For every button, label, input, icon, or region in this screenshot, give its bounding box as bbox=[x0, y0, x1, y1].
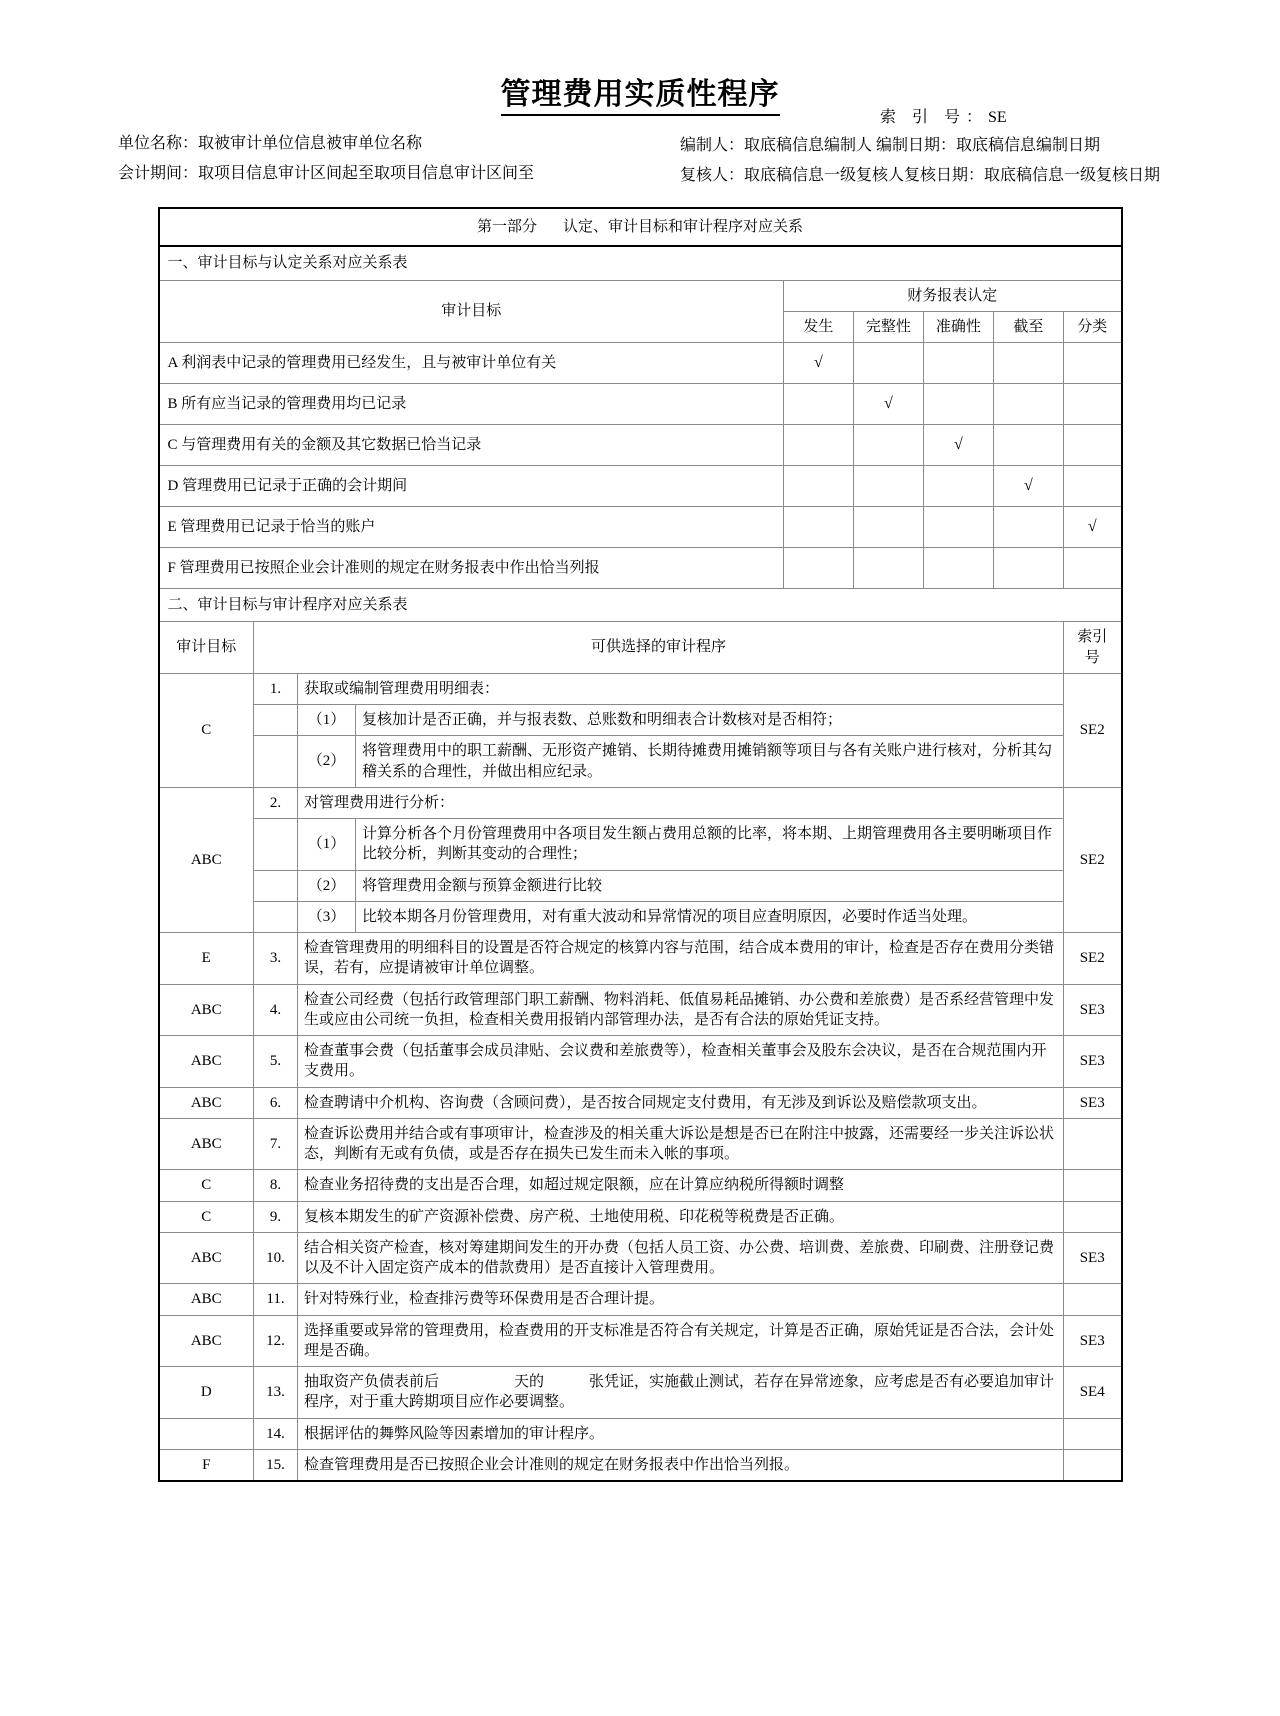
procedure-goal-cell: C bbox=[159, 1170, 254, 1201]
assertion-goal-text: B 所有应当记录的管理费用均已记录 bbox=[159, 384, 784, 425]
index-number-value: SE bbox=[988, 109, 1007, 126]
part-one-title-row bbox=[159, 208, 1122, 246]
assertion-col-4: 分类 bbox=[1063, 311, 1121, 342]
assertion-row bbox=[159, 548, 1122, 589]
procedure-row bbox=[159, 901, 1122, 932]
procedure-goal-cell: ABC bbox=[159, 984, 254, 1036]
procedure-number-cell: 4. bbox=[254, 984, 298, 1036]
index-number-row bbox=[680, 105, 1200, 131]
procedure-goal-cell: ABC bbox=[159, 787, 254, 932]
procedure-number-cell: 13. bbox=[254, 1367, 298, 1419]
unit-name-value: 取被审计单位信息被审单位名称 bbox=[198, 135, 423, 152]
assertion-col-2: 准确性 bbox=[923, 311, 993, 342]
procedure-index-cell: SE3 bbox=[1063, 1315, 1121, 1367]
assertion-header-row-1 bbox=[159, 280, 1122, 311]
assertion-row bbox=[159, 507, 1122, 548]
assertion-row bbox=[159, 384, 1122, 425]
assertion-mark-cell[interactable] bbox=[853, 548, 923, 589]
procedure-row bbox=[159, 933, 1122, 985]
review-date-label: 复核日期： bbox=[904, 167, 985, 184]
procedure-number-cell bbox=[254, 705, 298, 736]
procedure-number-cell: 2. bbox=[254, 787, 298, 818]
procedure-row bbox=[159, 736, 1122, 788]
procedure-row bbox=[159, 673, 1122, 704]
procedure-row bbox=[159, 1449, 1122, 1481]
assertion-mark-cell[interactable] bbox=[1063, 507, 1121, 548]
preparer-row bbox=[680, 131, 1200, 161]
audit-main-table bbox=[158, 207, 1123, 1482]
procedure-index-cell: SE3 bbox=[1063, 1232, 1121, 1284]
procedure-text-cell: 复核本期发生的矿产资源补偿费、房产税、土地使用税、印花税等税费是否正确。 bbox=[298, 1201, 1064, 1232]
assertion-mark-cell[interactable] bbox=[993, 466, 1063, 507]
reviewer-label: 复核人： bbox=[680, 167, 745, 184]
check-icon: √ bbox=[814, 353, 823, 371]
procedure-list-header: 可供选择的审计程序 bbox=[254, 622, 1064, 674]
check-icon: √ bbox=[954, 435, 963, 453]
procedure-goal-cell: F bbox=[159, 1449, 254, 1481]
procedure-index-cell: SE4 bbox=[1063, 1367, 1121, 1419]
procedure-number-cell: 14. bbox=[254, 1418, 298, 1449]
assertion-mark-cell[interactable] bbox=[993, 548, 1063, 589]
assertion-mark-cell[interactable] bbox=[923, 466, 993, 507]
procedure-goal-cell: ABC bbox=[159, 1232, 254, 1284]
check-icon: √ bbox=[1024, 476, 1033, 494]
assertion-mark-cell[interactable] bbox=[853, 343, 923, 384]
procedure-text-cell: 抽取资产负债表前后 天的 张凭证，实施截止测试，若存在异常迹象，应考虑是否有必要追加审计程序，对于重大跨期项目应作必要调整。 bbox=[298, 1367, 1064, 1419]
procedure-row bbox=[159, 1284, 1122, 1315]
procedure-number-cell bbox=[254, 736, 298, 788]
procedure-index-cell: SE2 bbox=[1063, 787, 1121, 932]
procedure-number-cell: 1. bbox=[254, 673, 298, 704]
procedure-number-cell: 8. bbox=[254, 1170, 298, 1201]
procedure-row bbox=[159, 1118, 1122, 1170]
assertion-mark-cell[interactable] bbox=[1063, 343, 1121, 384]
preparer-value: 取底稿信息编制人 bbox=[744, 137, 873, 154]
procedure-index-cell bbox=[1063, 1449, 1121, 1481]
preparer-label: 编制人： bbox=[680, 137, 745, 154]
procedure-row bbox=[159, 984, 1122, 1036]
procedure-index-cell: SE3 bbox=[1063, 1087, 1121, 1118]
procedure-number-cell: 12. bbox=[254, 1315, 298, 1367]
header-right-block bbox=[680, 105, 1200, 191]
procedure-row bbox=[159, 1418, 1122, 1449]
assertion-mark-cell[interactable] bbox=[853, 425, 923, 466]
check-icon: √ bbox=[1087, 517, 1097, 535]
procedure-goal-cell: ABC bbox=[159, 1284, 254, 1315]
period-label: 会计期间： bbox=[118, 165, 199, 182]
procedure-number-cell: 15. bbox=[254, 1449, 298, 1481]
assertion-mark-cell[interactable] bbox=[923, 425, 993, 466]
part-one-title-text: 认定、审计目标和审计程序对应关系 bbox=[563, 219, 804, 235]
document-header bbox=[0, 109, 1280, 207]
procedure-subnumber-cell: （2） bbox=[298, 870, 356, 901]
procedure-row bbox=[159, 1087, 1122, 1118]
procedure-row bbox=[159, 1232, 1122, 1284]
procedure-number-cell: 6. bbox=[254, 1087, 298, 1118]
assertion-mark-cell[interactable] bbox=[923, 384, 993, 425]
assertion-goal-text: F 管理费用已按照企业会计准则的规定在财务报表中作出恰当列报 bbox=[159, 548, 784, 589]
procedure-text-cell: 结合相关资产检查，核对筹建期间发生的开办费（包括人员工资、办公费、培训费、差旅费、印刷费、注册登记费以及不计入固定资产成本的借款费用）是否直接计入管理费用。 bbox=[298, 1232, 1064, 1284]
procedure-row bbox=[159, 705, 1122, 736]
procedure-goal-cell: ABC bbox=[159, 1036, 254, 1088]
assertion-goal-text: C 与管理费用有关的金额及其它数据已恰当记录 bbox=[159, 425, 784, 466]
assertion-col-1: 完整性 bbox=[853, 311, 923, 342]
assertion-row bbox=[159, 466, 1122, 507]
assertion-col-3: 截至 bbox=[993, 311, 1063, 342]
procedure-text-cell: 针对特殊行业，检查排污费等环保费用是否合理计提。 bbox=[298, 1284, 1064, 1315]
assertion-mark-cell[interactable] bbox=[923, 507, 993, 548]
review-date-value: 取底稿信息一级复核日期 bbox=[984, 167, 1161, 184]
section-two-heading-row bbox=[159, 589, 1122, 622]
procedure-text-cell: 获取或编制管理费用明细表： bbox=[298, 673, 1064, 704]
procedure-text-cell: 检查管理费用的明细科目的设置是否符合规定的核算内容与范围，结合成本费用的审计，检查是否存在费用分类错误，若有，应提请被审计单位调整。 bbox=[298, 933, 1064, 985]
assertion-mark-cell[interactable] bbox=[853, 384, 923, 425]
procedure-rows-body bbox=[159, 673, 1122, 1481]
assertion-mark-cell[interactable] bbox=[1063, 548, 1121, 589]
procedure-text-cell: 对管理费用进行分析： bbox=[298, 787, 1064, 818]
assertion-goal-text: E 管理费用已记录于恰当的账户 bbox=[159, 507, 784, 548]
reviewer-row bbox=[680, 161, 1200, 191]
procedure-goal-cell: E bbox=[159, 933, 254, 985]
prepare-date-label: 编制日期： bbox=[876, 137, 957, 154]
part-one-title bbox=[159, 208, 1122, 246]
procedure-header-row bbox=[159, 622, 1122, 674]
procedure-goal-cell: C bbox=[159, 673, 254, 787]
assertion-goal-text: D 管理费用已记录于正确的会计期间 bbox=[159, 466, 784, 507]
assertion-mark-cell[interactable] bbox=[993, 343, 1063, 384]
assertion-rows-body bbox=[159, 343, 1122, 589]
assertion-mark-cell[interactable] bbox=[783, 343, 853, 384]
procedure-subnumber-cell: （1） bbox=[298, 819, 356, 871]
procedure-row bbox=[159, 870, 1122, 901]
assertion-goal-header: 审计目标 bbox=[159, 280, 784, 343]
procedure-number-cell bbox=[254, 870, 298, 901]
procedure-text-cell: 选择重要或异常的管理费用，检查费用的开支标准是否符合有关规定，计算是否正确，原始凭证是否合法，会计处理是否确。 bbox=[298, 1315, 1064, 1367]
procedure-goal-cell: ABC bbox=[159, 1087, 254, 1118]
assertion-mark-cell[interactable] bbox=[1063, 466, 1121, 507]
unit-name-row bbox=[118, 129, 638, 159]
procedure-row bbox=[159, 1036, 1122, 1088]
procedure-goal-cell: ABC bbox=[159, 1315, 254, 1367]
procedure-index-header: 索引号 bbox=[1063, 622, 1121, 674]
assertion-mark-cell[interactable] bbox=[1063, 384, 1121, 425]
assertion-mark-cell[interactable] bbox=[993, 425, 1063, 466]
period-row bbox=[118, 159, 638, 189]
prepare-date-value: 取底稿信息编制日期 bbox=[956, 137, 1101, 154]
assertion-goal-text: A 利润表中记录的管理费用已经发生，且与被审计单位有关 bbox=[159, 343, 784, 384]
assertion-mark-cell[interactable] bbox=[853, 466, 923, 507]
procedure-text-cell: 检查诉讼费用并结合或有事项审计，检查涉及的相关重大诉讼是想是否已在附注中披露，还需要经一步关注诉讼状态，判断有无或有负债，或是否存在损失已发生而未入帐的事项。 bbox=[298, 1118, 1064, 1170]
procedure-goal-cell: C bbox=[159, 1201, 254, 1232]
section-one-heading: 一、审计目标与认定关系对应关系表 bbox=[159, 246, 1122, 280]
assertion-mark-cell[interactable] bbox=[783, 384, 853, 425]
procedure-text-cell: 检查管理费用是否已按照企业会计准则的规定在财务报表中作出恰当列报。 bbox=[298, 1449, 1064, 1481]
procedure-row bbox=[159, 1170, 1122, 1201]
assertion-mark-cell[interactable] bbox=[853, 507, 923, 548]
procedure-text-cell: 检查业务招待费的支出是否合理，如超过规定限额，应在计算应纳税所得额时调整 bbox=[298, 1170, 1064, 1201]
procedure-subnumber-cell: （2） bbox=[298, 736, 356, 788]
assertion-mark-cell[interactable] bbox=[923, 548, 993, 589]
procedure-index-cell bbox=[1063, 1118, 1121, 1170]
procedure-number-cell: 10. bbox=[254, 1232, 298, 1284]
assertion-mark-cell[interactable] bbox=[783, 425, 853, 466]
procedure-index-cell bbox=[1063, 1201, 1121, 1232]
page-title bbox=[0, 0, 1280, 111]
procedure-row bbox=[159, 819, 1122, 871]
assertion-mark-cell[interactable] bbox=[783, 507, 853, 548]
header-left-block bbox=[118, 129, 638, 189]
procedure-row bbox=[159, 1201, 1122, 1232]
procedure-number-cell: 9. bbox=[254, 1201, 298, 1232]
procedure-index-cell: SE3 bbox=[1063, 984, 1121, 1036]
procedure-index-cell bbox=[1063, 1418, 1121, 1449]
page-title-text: 管理费用实质性程序 bbox=[501, 78, 780, 116]
assertion-mark-cell[interactable] bbox=[1063, 425, 1121, 466]
assertion-group-header: 财务报表认定 bbox=[783, 280, 1121, 311]
procedure-text-cell: 比较本期各月份管理费用，对有重大波动和异常情况的项目应查明原因，必要时作适当处理。 bbox=[356, 901, 1064, 932]
procedure-text-cell: 复核加计是否正确，并与报表数、总账数和明细表合计数核对是否相符； bbox=[356, 705, 1064, 736]
assertion-mark-cell[interactable] bbox=[993, 507, 1063, 548]
procedure-text-cell: 将管理费用金额与预算金额进行比较 bbox=[356, 870, 1064, 901]
assertion-row bbox=[159, 343, 1122, 384]
index-number-label: 索 引 号： bbox=[880, 109, 989, 126]
procedure-index-cell bbox=[1063, 1284, 1121, 1315]
assertion-mark-cell[interactable] bbox=[783, 548, 853, 589]
procedure-row bbox=[159, 1315, 1122, 1367]
procedure-index-cell: SE3 bbox=[1063, 1036, 1121, 1088]
procedure-text-cell: 检查董事会费（包括董事会成员津贴、会议费和差旅费等），检查相关董事会及股东会决议，是否在合规范围内开支费用。 bbox=[298, 1036, 1064, 1088]
procedure-index-cell: SE2 bbox=[1063, 673, 1121, 787]
procedure-number-cell: 11. bbox=[254, 1284, 298, 1315]
check-icon: √ bbox=[884, 394, 893, 412]
procedure-number-cell bbox=[254, 901, 298, 932]
assertion-row bbox=[159, 425, 1122, 466]
assertion-mark-cell[interactable] bbox=[783, 466, 853, 507]
procedure-goal-cell: D bbox=[159, 1367, 254, 1419]
procedure-goal-header: 审计目标 bbox=[159, 622, 254, 674]
procedure-row bbox=[159, 787, 1122, 818]
procedure-text-cell: 根据评估的舞弊风险等因素增加的审计程序。 bbox=[298, 1418, 1064, 1449]
reviewer-value: 取底稿信息一级复核人 bbox=[744, 167, 905, 184]
period-value: 取项目信息审计区间起至取项目信息审计区间至 bbox=[198, 165, 535, 182]
procedure-index-cell: SE2 bbox=[1063, 933, 1121, 985]
procedure-text-cell: 检查公司经费（包括行政管理部门职工薪酬、物料消耗、低值易耗品摊销、办公费和差旅费）是否系经营管理中发生或应由公司统一负担，检查相关费用报销内部管理办法，是否有合法的原始凭证支持。 bbox=[298, 984, 1064, 1036]
procedure-number-cell: 3. bbox=[254, 933, 298, 985]
assertion-mark-cell[interactable] bbox=[923, 343, 993, 384]
procedure-index-cell bbox=[1063, 1170, 1121, 1201]
procedure-text-cell: 将管理费用中的职工薪酬、无形资产摊销、长期待摊费用摊销额等项目与各有关账户进行核对，分析其勾稽关系的合理性，并做出相应纪录。 bbox=[356, 736, 1064, 788]
procedure-number-cell: 7. bbox=[254, 1118, 298, 1170]
procedure-goal-cell: ABC bbox=[159, 1118, 254, 1170]
procedure-goal-cell bbox=[159, 1418, 254, 1449]
procedure-subnumber-cell: （1） bbox=[298, 705, 356, 736]
part-one-prefix: 第一部分 bbox=[476, 219, 537, 235]
procedure-text-cell: 检查聘请中介机构、咨询费（含顾问费），是否按合同规定支付费用，有无涉及到诉讼及赔偿款项支出。 bbox=[298, 1087, 1064, 1118]
procedure-number-cell bbox=[254, 819, 298, 871]
unit-name-label: 单位名称： bbox=[118, 135, 199, 152]
section-one-heading-row bbox=[159, 246, 1122, 280]
procedure-subnumber-cell: （3） bbox=[298, 901, 356, 932]
assertion-col-0: 发生 bbox=[783, 311, 853, 342]
procedure-text-cell: 计算分析各个月份管理费用中各项目发生额占费用总额的比率，将本期、上期管理费用各主要明晰项目作比较分析，判断其变动的合理性； bbox=[356, 819, 1064, 871]
assertion-mark-cell[interactable] bbox=[993, 384, 1063, 425]
section-two-heading: 二、审计目标与审计程序对应关系表 bbox=[159, 589, 1122, 622]
procedure-number-cell: 5. bbox=[254, 1036, 298, 1088]
procedure-row bbox=[159, 1367, 1122, 1419]
